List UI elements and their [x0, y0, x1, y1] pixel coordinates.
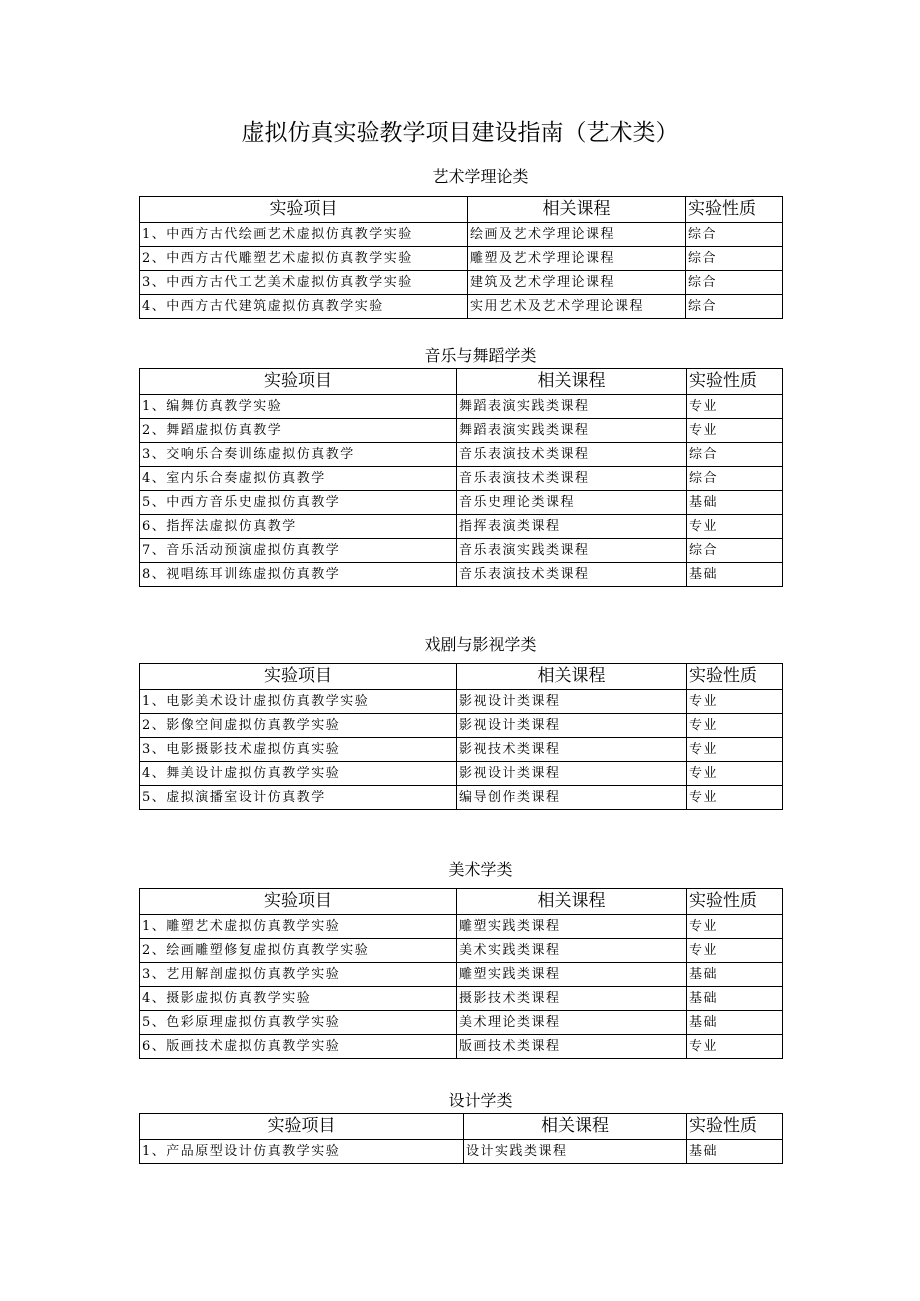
- section-art-theory: [139, 166, 782, 319]
- cell-nature: 专业: [687, 690, 783, 714]
- cell-nature: 基础: [687, 987, 783, 1011]
- table-row: [140, 295, 783, 319]
- header-course: 相关课程: [457, 369, 687, 395]
- cell-project: 4、室内乐合奏虚拟仿真教学: [140, 467, 457, 491]
- cell-course: 美术理论类课程: [457, 1011, 687, 1035]
- table-header-row: [140, 664, 783, 690]
- section-design: [139, 1090, 782, 1164]
- header-nature: 实验性质: [687, 889, 783, 915]
- header-project: 实验项目: [140, 1114, 464, 1140]
- cell-nature: 基础: [687, 963, 783, 987]
- table-row: [140, 738, 783, 762]
- table-row: [140, 963, 783, 987]
- cell-course: 雕塑及艺术学理论课程: [468, 247, 686, 271]
- header-project: 实验项目: [140, 369, 457, 395]
- cell-course: 实用艺术及艺术学理论课程: [468, 295, 686, 319]
- cell-nature: 专业: [687, 714, 783, 738]
- cell-course: 版画技术类课程: [457, 1035, 687, 1059]
- cell-project: 1、中西方古代绘画艺术虚拟仿真教学实验: [140, 223, 468, 247]
- cell-course: 设计实践类课程: [464, 1140, 687, 1164]
- table-row: [140, 467, 783, 491]
- table-row: [140, 987, 783, 1011]
- section-title: 艺术学理论类: [432, 167, 529, 186]
- cell-nature: 基础: [687, 491, 783, 515]
- cell-course: 摄影技术类课程: [457, 987, 687, 1011]
- table-row: [140, 762, 783, 786]
- cell-project: 7、音乐活动预演虚拟仿真教学: [140, 539, 457, 563]
- cell-project: 4、舞美设计虚拟仿真教学实验: [140, 762, 457, 786]
- cell-project: 3、电影摄影技术虚拟仿真实验: [140, 738, 457, 762]
- table-row: [140, 690, 783, 714]
- cell-course: 音乐表演实践类课程: [457, 539, 687, 563]
- cell-course: 音乐表演技术类课程: [457, 443, 687, 467]
- section-title: 音乐与舞蹈学类: [424, 346, 537, 365]
- cell-project: 2、中西方古代雕塑艺术虚拟仿真教学实验: [140, 247, 468, 271]
- cell-course: 编导创作类课程: [457, 786, 687, 810]
- cell-course: 舞蹈表演实践类课程: [457, 395, 687, 419]
- cell-course: 美术实践类课程: [457, 939, 687, 963]
- table-row: [140, 223, 783, 247]
- table-header-row: [140, 1114, 783, 1140]
- header-course: 相关课程: [464, 1114, 687, 1140]
- cell-project: 5、虚拟演播室设计仿真教学: [140, 786, 457, 810]
- experiment-table: [139, 196, 783, 319]
- cell-nature: 专业: [687, 939, 783, 963]
- cell-project: 2、影像空间虚拟仿真教学实验: [140, 714, 457, 738]
- cell-project: 4、摄影虚拟仿真教学实验: [140, 987, 457, 1011]
- cell-project: 1、电影美术设计虚拟仿真教学实验: [140, 690, 457, 714]
- cell-project: 1、产品原型设计仿真教学实验: [140, 1140, 464, 1164]
- cell-nature: 专业: [687, 786, 783, 810]
- cell-nature: 基础: [687, 1140, 783, 1164]
- cell-nature: 综合: [686, 295, 783, 319]
- table-header-row: [140, 889, 783, 915]
- cell-project: 5、中西方音乐史虚拟仿真教学: [140, 491, 457, 515]
- cell-project: 3、艺用解剖虚拟仿真教学实验: [140, 963, 457, 987]
- cell-nature: 综合: [687, 467, 783, 491]
- cell-nature: 专业: [687, 1035, 783, 1059]
- header-project: 实验项目: [140, 197, 468, 223]
- cell-nature: 专业: [687, 915, 783, 939]
- cell-project: 1、编舞仿真教学实验: [140, 395, 457, 419]
- table-header-row: [140, 197, 783, 223]
- cell-nature: 专业: [687, 395, 783, 419]
- header-course: 相关课程: [457, 889, 687, 915]
- cell-course: 影视技术类课程: [457, 738, 687, 762]
- cell-project: 6、版画技术虚拟仿真教学实验: [140, 1035, 457, 1059]
- header-nature: 实验性质: [687, 369, 783, 395]
- header-nature: 实验性质: [687, 664, 783, 690]
- table-row: [140, 419, 783, 443]
- cell-course: 影视设计类课程: [457, 714, 687, 738]
- table-header-row: [140, 369, 783, 395]
- cell-nature: 专业: [687, 419, 783, 443]
- cell-nature: 专业: [687, 515, 783, 539]
- cell-project: 5、色彩原理虚拟仿真教学实验: [140, 1011, 457, 1035]
- header-project: 实验项目: [140, 889, 457, 915]
- cell-course: 指挥表演类课程: [457, 515, 687, 539]
- cell-nature: 综合: [687, 443, 783, 467]
- cell-project: 6、指挥法虚拟仿真教学: [140, 515, 457, 539]
- table-row: [140, 915, 783, 939]
- cell-nature: 基础: [687, 1011, 783, 1035]
- table-row: [140, 443, 783, 467]
- table-row: [140, 1140, 783, 1164]
- table-row: [140, 515, 783, 539]
- cell-nature: 综合: [687, 539, 783, 563]
- cell-course: 音乐史理论类课程: [457, 491, 687, 515]
- cell-nature: 综合: [686, 247, 783, 271]
- cell-course: 音乐表演技术类课程: [457, 563, 687, 587]
- cell-project: 2、舞蹈虚拟仿真教学: [140, 419, 457, 443]
- cell-project: 3、交响乐合奏训练虚拟仿真教学: [140, 443, 457, 467]
- cell-course: 影视设计类课程: [457, 690, 687, 714]
- table-row: [140, 491, 783, 515]
- cell-course: 建筑及艺术学理论课程: [468, 271, 686, 295]
- cell-nature: 综合: [686, 223, 783, 247]
- cell-nature: 专业: [687, 738, 783, 762]
- section-title: 戏剧与影视学类: [424, 635, 537, 654]
- experiment-table: [139, 888, 783, 1059]
- table-row: [140, 1011, 783, 1035]
- cell-course: 影视设计类课程: [457, 762, 687, 786]
- header-nature: 实验性质: [686, 197, 783, 223]
- experiment-table: [139, 368, 783, 587]
- cell-project: 4、中西方古代建筑虚拟仿真教学实验: [140, 295, 468, 319]
- cell-project: 2、绘画雕塑修复虚拟仿真教学实验: [140, 939, 457, 963]
- table-row: [140, 714, 783, 738]
- header-course: 相关课程: [457, 664, 687, 690]
- document-title: 虚拟仿真实验教学项目建设指南（艺术类）: [241, 120, 679, 146]
- section-title: 美术学类: [448, 860, 513, 879]
- cell-nature: 综合: [686, 271, 783, 295]
- cell-nature: 基础: [687, 563, 783, 587]
- cell-nature: 专业: [687, 762, 783, 786]
- table-row: [140, 395, 783, 419]
- table-row: [140, 786, 783, 810]
- cell-project: 3、中西方古代工艺美术虚拟仿真教学实验: [140, 271, 468, 295]
- table-row: [140, 1035, 783, 1059]
- table-row: [140, 563, 783, 587]
- cell-course: 雕塑实践类课程: [457, 915, 687, 939]
- cell-course: 雕塑实践类课程: [457, 963, 687, 987]
- table-row: [140, 271, 783, 295]
- header-nature: 实验性质: [687, 1114, 783, 1140]
- cell-course: 绘画及艺术学理论课程: [468, 223, 686, 247]
- table-row: [140, 939, 783, 963]
- cell-project: 8、视唱练耳训练虚拟仿真教学: [140, 563, 457, 587]
- table-row: [140, 247, 783, 271]
- experiment-table: [139, 1113, 783, 1164]
- header-project: 实验项目: [140, 664, 457, 690]
- cell-project: 1、雕塑艺术虚拟仿真教学实验: [140, 915, 457, 939]
- table-row: [140, 539, 783, 563]
- experiment-table: [139, 663, 783, 810]
- header-course: 相关课程: [468, 197, 686, 223]
- section-drama-film: [139, 634, 782, 810]
- section-music-dance: [139, 345, 782, 587]
- cell-course: 音乐表演技术类课程: [457, 467, 687, 491]
- section-fine-arts: [139, 859, 782, 1059]
- section-title: 设计学类: [448, 1091, 513, 1110]
- cell-course: 舞蹈表演实践类课程: [457, 419, 687, 443]
